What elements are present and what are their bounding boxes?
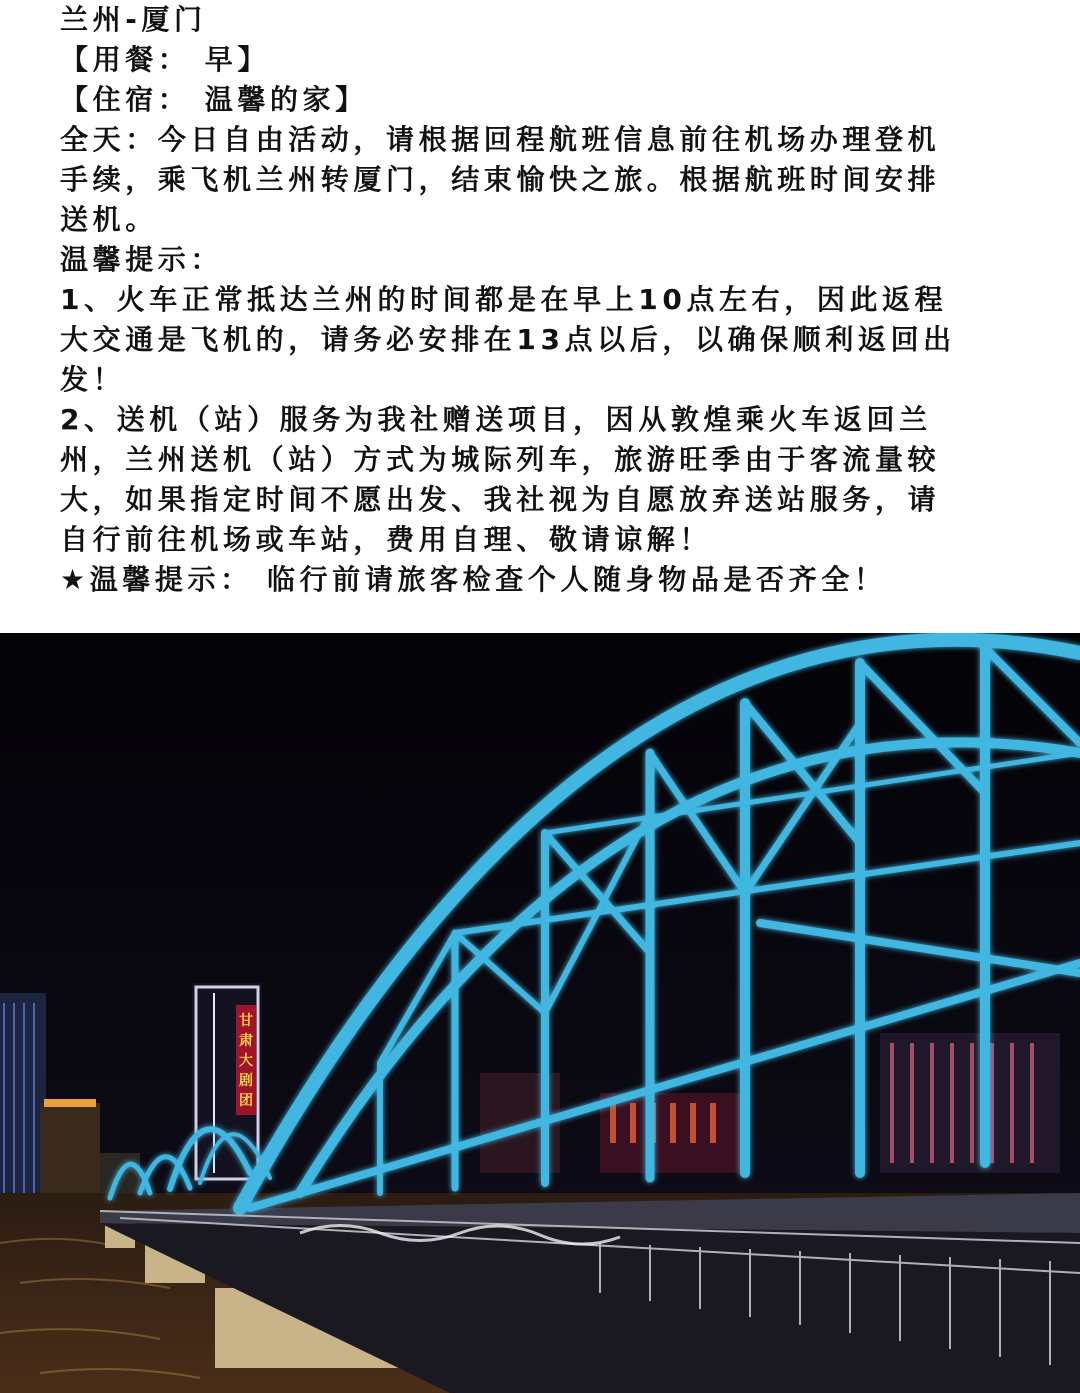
- theater-sign-char: 大: [239, 1053, 253, 1069]
- tip1-line: 大交通是飞机的，请务必安排在13点以后，以确保顺利返回出: [60, 323, 956, 356]
- tip1-line: 发！: [60, 363, 126, 396]
- itinerary-text: [60, 0, 1020, 600]
- final-tip: ★温馨提示： 临行前请旅客检查个人随身物品是否齐全！: [60, 563, 887, 596]
- meals-line: 【用餐： 早】: [60, 43, 270, 76]
- tip1-line: 1、火车正常抵达兰州的时间都是在早上10点左右，因此返程: [60, 283, 948, 316]
- day-description-line: 送机。: [60, 203, 158, 236]
- theater-sign-char: 团: [239, 1093, 253, 1109]
- night-bridge-photo: [0, 633, 1080, 1393]
- theater-sign-char: 剧: [239, 1073, 253, 1089]
- bridge-illustration: [0, 633, 1080, 1393]
- route-title: 兰州-厦门: [60, 3, 207, 36]
- day-description-line: 手续，乘飞机兰州转厦门，结束愉快之旅。根据航班时间安排: [60, 163, 941, 196]
- tips-heading: 温馨提示：: [60, 243, 224, 276]
- tip2-line: 州，兰州送机（站）方式为城际列车，旅游旺季由于客流量较: [60, 443, 941, 476]
- lodging-line: 【住宿： 温馨的家】: [60, 83, 368, 116]
- tip2-line: 自行前往机场或车站，费用自理、敬请谅解！: [60, 523, 713, 556]
- day-description-line: 全天：今日自由活动，请根据回程航班信息前往机场办理登机: [60, 123, 941, 156]
- tip2-line: 2、送机（站）服务为我社赠送项目，因从敦煌乘火车返回兰: [60, 403, 932, 436]
- theater-sign-char: 甘: [239, 1013, 253, 1029]
- theater-sign-char: 肃: [239, 1033, 253, 1049]
- tip2-line: 大，如果指定时间不愿出发、我社视为自愿放弃送站服务，请: [60, 483, 941, 516]
